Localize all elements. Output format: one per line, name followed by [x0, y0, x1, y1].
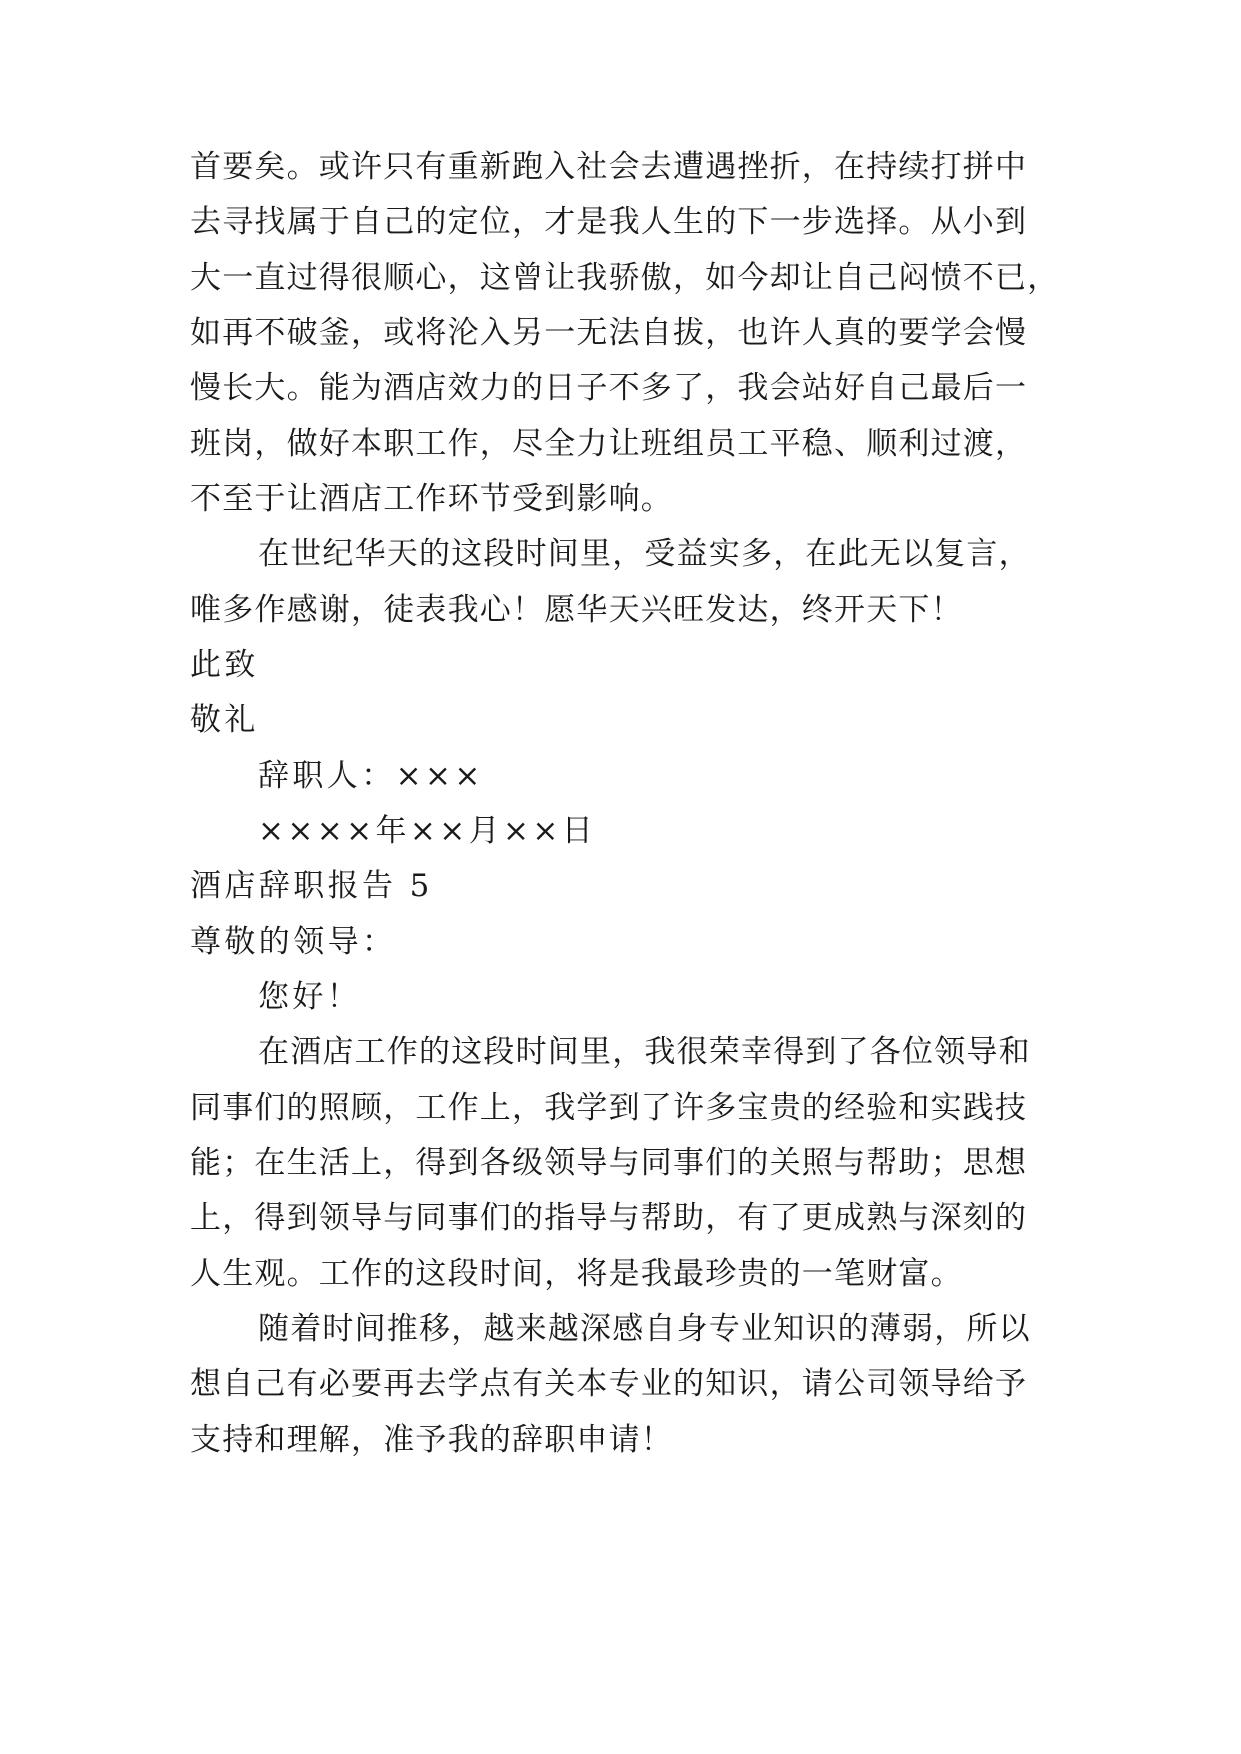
body-text-line: 如再不破釜，或将沦入另一无法自拔，也许人真的要学会慢: [190, 315, 1028, 351]
section-title: 酒店辞职报告 5: [190, 868, 433, 904]
paragraph-line: 能；在生活上，得到各级领导与同事们的关照与帮助；思想: [190, 1145, 1028, 1181]
closing-salutation: 此致: [190, 647, 259, 683]
body-text-line: 首要矣。或许只有重新跑入社会去遭遇挫折，在持续打拼中: [190, 149, 1028, 185]
signature-line: 辞职人：×××: [258, 758, 484, 794]
thanks-paragraph-line: 唯多作感谢，徒表我心！愿华天兴旺发达，终开天下！: [190, 592, 963, 628]
paragraph-line: 人生观。工作的这段时间，将是我最珍贵的一笔财富。: [190, 1256, 963, 1292]
body-text-line: 去寻找属于自己的定位，才是我人生的下一步选择。从小到: [190, 204, 1028, 240]
body-text-line: 班岗，做好本职工作，尽全力让班组员工平稳、顺利过渡，: [190, 426, 1028, 462]
date-line: ××××年××月××日: [258, 813, 597, 849]
closing-regards: 敬礼: [190, 702, 259, 738]
body-text-line: 大一直过得很顺心，这曾让我骄傲，如今却让自己闷愤不已，: [190, 260, 1060, 296]
greeting: 您好！: [258, 979, 362, 1015]
paragraph-line: 在酒店工作的这段时间里，我很荣幸得到了各位领导和: [258, 1034, 1031, 1070]
paragraph-line: 支持和理解，准予我的辞职申请！: [190, 1422, 673, 1458]
paragraph-line: 想自己有必要再去学点有关本专业的知识，请公司领导给予: [190, 1366, 1028, 1402]
paragraph-line: 随着时间推移，越来越深感自身专业知识的薄弱，所以: [258, 1311, 1031, 1347]
paragraph-line: 同事们的照顾，工作上，我学到了许多宝贵的经验和实践技: [190, 1090, 1028, 1126]
body-text-line: 不至于让酒店工作环节受到影响。: [190, 481, 673, 517]
paragraph-line: 上，得到领导与同事们的指导与帮助，有了更成熟与深刻的: [190, 1200, 1028, 1236]
thanks-paragraph-line: 在世纪华天的这段时间里，受益实多，在此无以复言，: [258, 536, 1031, 572]
body-text-line: 慢长大。能为酒店效力的日子不多了，我会站好自己最后一: [190, 370, 1028, 406]
salutation: 尊敬的领导：: [190, 924, 397, 960]
